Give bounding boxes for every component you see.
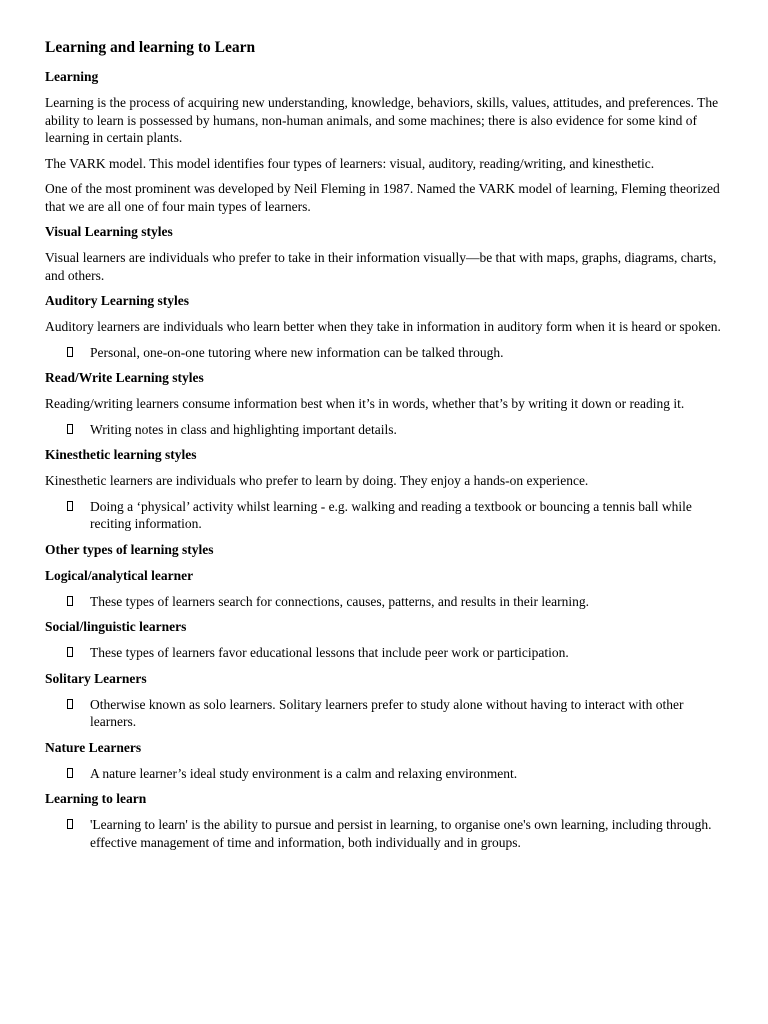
list-item [45,765,722,783]
list-item [45,696,722,731]
bullet-icon [67,699,73,709]
paragraph-learning-definition: Learning is the process of acquiring new understanding, knowledge, behaviors, skills, values, attitudes, and preferences. The ability to learn is possessed by humans, non-human animals, and some machines; there is also evidence for some kind of learning in certain plants. [45,95,719,145]
heading-solitary-learners: Solitary Learners [45,670,147,686]
paragraph-read-write-learners: Reading/writing learners consume information best when it’s in words, whether that’s by writing it down or reading it. [45,396,685,411]
list-item-text: A nature learner’s ideal study environment is a calm and relaxing environment. [90,765,518,781]
list-item [45,344,722,362]
list-item-text: These types of learners favor educational lessons that include peer work or participation. [90,645,569,660]
paragraph-visual-learners: Visual learners are individuals who prefer to take in their information visually—be that with maps, graphs, diagrams, charts, and others. [45,250,717,283]
bullet-icon [67,424,73,434]
heading-learning: Learning [45,69,99,84]
bullet-icon [67,768,73,778]
list-item [45,816,722,851]
list-item [45,593,722,611]
list-item-text: Doing a ‘physical’ activity whilst learning - e.g. walking and reading a textbook or bouncing a tennis ball while reciting information. [90,498,692,531]
paragraph-vark-model: The VARK model. This model identifies four types of learners: visual, auditory, reading/writing, and kinesthetic. [45,155,655,171]
bullet-icon [67,501,73,511]
list-item [45,498,722,533]
bullet-icon [67,647,73,657]
list-item [45,421,722,439]
document-title: Learning and learning to Learn [45,39,256,56]
bullet-icon [67,596,73,606]
paragraph-kinesthetic-learners: Kinesthetic learners are individuals who prefer to learn by doing. They enjoy a hands-on experience. [45,473,589,488]
bullet-icon [67,819,73,829]
heading-other-learning-styles: Other types of learning styles [45,541,214,557]
paragraph-auditory-learners: Auditory learners are individuals who learn better when they take in information in auditory form when it is heard or spoken. [45,319,721,334]
heading-logical-analytical: Logical/analytical learner [45,567,194,583]
paragraph-neil-fleming: One of the most prominent was developed by Neil Fleming in 1987. Named the VARK model of learning, Fleming theorized that we are all one of four main types of learners. [45,181,720,214]
list-item-text: These types of learners search for connections, causes, patterns, and results in their learning. [90,593,589,609]
heading-visual-learning: Visual Learning styles [45,224,173,239]
heading-learning-to-learn: Learning to learn [45,791,147,806]
heading-social-linguistic: Social/linguistic learners [45,619,187,634]
list-item-text: Writing notes in class and highlighting important details. [90,421,397,437]
list-item-text: Otherwise known as solo learners. Solitary learners prefer to study alone without having to interact with other learners. [90,696,684,729]
bullet-icon [67,347,73,357]
heading-read-write-learning: Read/Write Learning styles [45,370,204,385]
list-item [45,644,722,662]
heading-nature-learners: Nature Learners [45,739,142,755]
list-item-text: 'Learning to learn' is the ability to pursue and persist in learning, to organise one's own learning, including through. effective management of time and information, both individually and in groups. [90,817,712,850]
heading-auditory-learning: Auditory Learning styles [45,293,190,308]
list-item-text: Personal, one-on-one tutoring where new information can be talked through. [90,344,504,360]
heading-kinesthetic-learning: Kinesthetic learning styles [45,447,197,462]
